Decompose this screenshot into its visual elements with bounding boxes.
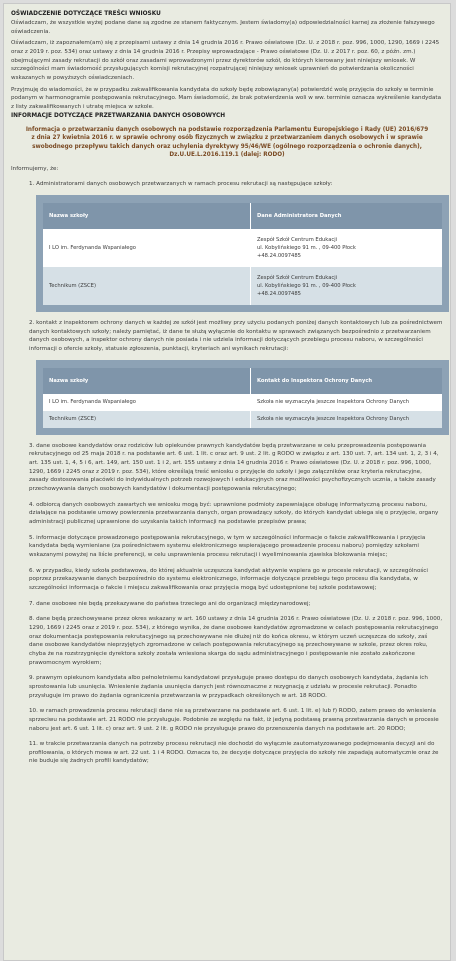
item-10: 10. w ramach prowadzenia procesu rekrutacji dane nie są przetwarzane na podstawie art. 6 ust. 1 lit. e) lub f) RODO, zatem prawo do wniesienia sprzeciwu na podstawie art. 21 RODO nie przysługuje. Podobnie ze względu na fakt, iż jedyną podstawą prawną przetwarzania danych w procesie naboru jest art. 6 ust. 1 lit. c) oraz art. 9 ust. 2 lit. g RODO nie przysługuje prawo do przenoszenia danych na podstawie art. 20 RODO; (29, 708, 439, 732)
table1-header-admin: Dane Administratora Danych (251, 199, 446, 229)
table2-header-school: Nazwa szkoły (40, 364, 251, 394)
item-6: 6. w przypadku, kiedy szkoła podstawowa, do której aktualnie uczęszcza kandydat aktywnie wspiera go w procesie rekrutacji, w szczególności poprzez przekazywanie danych bezpośrednio do systemu elektronicznego, informacje dotyczące przebiegu tego procesu dla kandydata, w szczególności informacja o fakcie i miejscu zakwalifikowania oraz przyjęcia mogą być udostępnione tej szkole podstawowej; (29, 567, 428, 591)
inspector-contact: Szkoła nie wyznaczyła jeszcze Inspektora Ochrony Danych (251, 411, 446, 432)
admin-details: Zespół Szkół Centrum Edukacji ul. Kobylińskiego 91 m. , 09-400 Płock +48.24.0097485 (251, 267, 446, 309)
data-processing-header: INFORMACJE DOTYCZĄCE PRZETWARZANIA DANYCH OSOBOWYCH (11, 112, 226, 119)
item-3: 3. dane osobowe kandydatów oraz rodziców lub opiekunów prawnych kandydatów będą przetwarzane w celu przeprowadzenia postępowania rekrutacyjnego od 25 maja 2018 r. na podstawie art. 6 ust. 1 lit. c oraz art. 9 ust. 2 lit. g RODO w związku z art. 130 ust. 7, art. 134 ust. 1, 2, 3 i 4, art. 135 ust. 1, 4, 5 i 6, art. 149, art. 150 ust. 1 i 2, art. 155 ustawy z dnia 14 grudnia 2016 r. Prawo oświatowe (Dz. U. z 2018 r. poz. 996, 1000, 1290, 1669 i 2245 oraz z 2019 r. poz. 534), które określają treść wniosku o przyjęcie do szkoły i jego załączników oraz kryteria rekrutacyjne, zasady dostosowania placówki do indywidualnych potrzeb rozwojowych i edukacyjnych oraz możliwości psychofizycznych ucznia, a także zasady przechowywania danych osobowych kandydatów i dokumentacji postępowania rekrutacyjnego; (29, 442, 439, 493)
table2-header-contact: Kontakt do Inspektora Ochrony Danych (251, 364, 446, 394)
school-name: I LO im. Ferdynanda Wspaniałego (40, 394, 251, 411)
admin-details: Zespół Szkół Centrum Edukacji ul. Kobylińskiego 91 m. , 09-400 Płock +48.24.0097485 (251, 229, 446, 267)
inspector-table (36, 360, 449, 435)
form-page (3, 3, 451, 961)
item-8: 8. dane będą przechowywane przez okres wskazany w art. 160 ustawy z dnia 14 grudnia 2016 r. Prawo oświatowe (Dz. U. z 2018 r. poz. 996, 1000, 1290, 1669 i 2245 oraz z 2019 r. poz. 534), z którego wynika, że dane osobowe kandydatów zgromadzone w celach postępowania rekrutacyjnego oraz dokumentacja postępowania rekrutacyjnego są przechowywane nie dłużej niż do końca okresu, w którym uczeń uczęszcza do szkoły, zaś dane osobowe kandydatów nieprzyjętych zgromadzone w celach postępowania rekrutacyjnego są przechowywane w szkole, przez okres roku, chyba że na rozstrzygnięcie dyrektora szkoły została wniesiona skarga do sądu administracyjnego i postępowanie nie zostało zakończone prawomocnym wyrokiem; (29, 616, 443, 666)
item-1: 1. Administratorami danych osobowych przetwarzanych w ramach procesu rekrutacji są następujące szkoły: (29, 181, 333, 188)
table-row (40, 267, 446, 309)
table1-header-school: Nazwa szkoły (40, 199, 251, 229)
statement-header: OŚWIADCZENIE DOTYCZĄCE TREŚCI WNIOSKU (11, 11, 161, 17)
item-4: 4. odbiorcą danych osobowych zawartych we wniosku mogą być: uprawnione podmioty zapewniające obsługę informatyczną procesu naboru, działające na podstawie umowy powierzenia przetwarzania danych, organ prowadzący szkoły, do których kandydat ubiega się o przyjęcie, organy administracji publicznej uprawnione do uzyskania takich informacji na podstawie przepisów prawa; (29, 501, 439, 526)
statement-paragraph-1: Oświadczam, że wszystkie wyżej podane dane są zgodne ze stanem faktycznym. Jestem świadomy(a) odpowiedzialności karnej za złożenie fałszywego oświadczenia. (11, 19, 435, 35)
school-name: I LO im. Ferdynanda Wspaniałego (40, 229, 251, 267)
item-9: 9. prawnym opiekunom kandydata albo pełnoletniemu kandydatowi przysługuje prawo dostępu do danych osobowych kandydata, żądania ich sprostowania lub usunięcia. Wniesienie żądania usunięcia danych jest równoznaczne z rezygnacją z udziału w procesie rekrutacji. Ponadto przysługuje im prawo do żądania ograniczenia przetwarzania w przypadkach określonych w art. 18 RODO. (29, 675, 428, 699)
item-5: 5. informacje dotyczące prowadzonego postępowania rekrutacyjnego, w tym w szczególności informacje o fakcie zakwalifikowania i przyjęcia kandydata będą wymieniane (za pośrednictwem systemu elektronicznego wspierającego prowadzenie procesu naboru) pomiędzy szkołami wskazanymi powyżej na liście preferencji, w celu usprawnienia procesu rekrutacji i wyeliminowania zjawiska blokowania miejsc; (29, 534, 426, 558)
statement-paragraph-2: Oświadczam, iż zapoznałem(am) się z przepisami ustawy z dnia 14 grudnia 2016 r. Prawo oświatowe (Dz. U. z 2018 r. poz. 996, 1000, 1290, 1669 i 2245 oraz z 2019 r. poz. 534) oraz ustawy z dnia 14 grudnia 2016 r. Przepisy wprowadzające - Prawo oświatowe (Dz. U. z 2017 r. poz. 60, z późn. zm.) obejmującymi zasady rekrutacji do szkół oraz zasadami wprowadzonymi przez dyrektorów szkół, do których kierowany jest niniejszy wniosek. W szczególności mam świadomość przysługujących komisji rekrutacyjnej rozpatrującej niniejszy wniosek uprawnień do potwierdzania okoliczności wskazanych w powyższych oświadczeniach. (11, 40, 440, 81)
intro-text: Informujemy, że: (11, 165, 59, 172)
item-2: 2. kontakt z inspektorem ochrony danych w każdej ze szkół jest możliwy przy użyciu podanych poniżej danych kontaktowych lub za pośrednictwem danych kontaktowych szkoły; należy pamiętać, iż dane te służą wyłącznie do kontaktu w sprawach związanych bezpośrednio z przetwarzaniem danych osobowych, a inspektor ochrony danych nie posiada i nie udziela informacji dotyczących przebiegu procesu naboru, w szczególności informacji o ofercie szkoły, statusie zgłoszenia, punktacji, kryteriach ani wynikach rekrutacji: (29, 320, 443, 353)
item-7: 7. dane osobowe nie będą przekazywane do państwa trzeciego ani do organizacji międzynarodowej; (29, 600, 311, 607)
inspector-contact: Szkoła nie wyznaczyła jeszcze Inspektora Ochrony Danych (251, 394, 446, 411)
table-row (40, 394, 446, 411)
school-name: Technikum (ZSCE) (40, 411, 251, 432)
rodo-title: Informacja o przetwarzaniu danych osobowych na podstawie rozporządzenia Parlamentu Europejskiego i Rady (UE) 2016/679 z dnia 27 kwietnia 2016 r. w sprawie ochrony osób fizycznych w związku z przetwarzaniem danych osobowych i w sprawie swobodnego przepływu takich danych oraz uchylenia dyrektywy 95/46/WE (ogólnego rozporządzenia o ochronie danych), Dz.U.UE.L.2016.119.1 (dalej: RODO) (25, 126, 429, 159)
item-11: 11. w trakcie przetwarzania danych na potrzeby procesu rekrutacji nie dochodzi do wyłącznie zautomatyzowanego podejmowania decyzji ani do profilowania, o których mowa w art. 22 ust. 1 i 4 RODO. Oznacza to, że decyzje dotyczące przyjęcia do szkoły nie zapadają automatycznie oraz że nie buduje się żadnych profili kandydatów; (29, 741, 439, 765)
table-row (40, 411, 446, 432)
administrators-table (36, 195, 449, 312)
statement-paragraph-3: Przyjmuję do wiadomości, że w przypadku zakwalifikowania kandydata do szkoły będę zobowiązany(a) potwierdzić wolę przyjęcia do szkoły w terminie podanym w harmonogramie postępowania rekrutacyjnego. Mam świadomość, że brak potwierdzenia woli w ww. terminie oznacza wykreślenie kandydata z listy zakwalifikowanych i utratę miejsca w szkole. (11, 86, 442, 110)
school-name: Technikum (ZSCE) (40, 267, 251, 309)
table-row (40, 229, 446, 267)
